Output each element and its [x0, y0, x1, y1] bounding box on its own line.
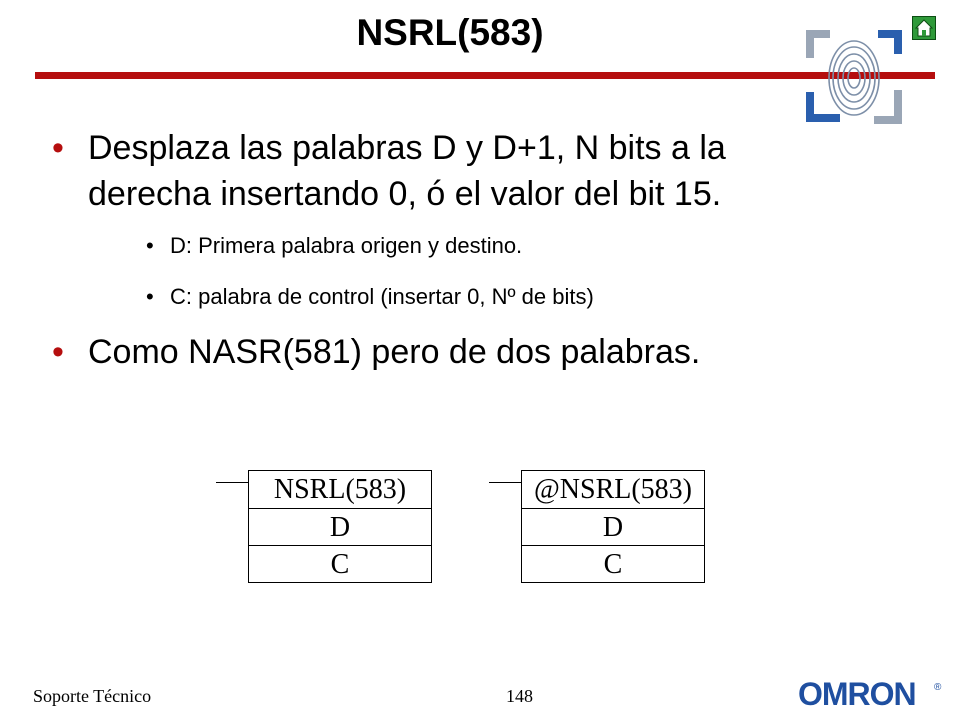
bullet-1-line-1: Desplaza las palabras D y D+1, N bits a la: [88, 129, 726, 167]
footer-department: Soporte Técnico: [33, 686, 152, 706]
operand-d: D: [521, 508, 705, 546]
instruction-name: @NSRL(583): [521, 470, 705, 508]
operand-c: C: [248, 545, 432, 583]
sub-bullet-1-text: D: Primera palabra origen y destino.: [170, 233, 523, 258]
home-button[interactable]: [912, 16, 936, 40]
ladder-instruction-nsrl: [248, 470, 432, 590]
bullet-2-line-1: Como NASR(581) pero de dos palabras.: [88, 333, 701, 371]
ladder-input-wire: [489, 482, 521, 483]
home-icon: [913, 17, 935, 39]
ladder-input-wire: [216, 482, 248, 483]
registered-mark: ®: [934, 682, 942, 693]
omron-logo: [798, 676, 948, 717]
fingerprint-logo: [800, 28, 908, 128]
sub-bullet-dot: •: [146, 284, 154, 309]
operand-c: C: [521, 545, 705, 583]
omron-wordmark: OMRON: [798, 676, 916, 712]
slide-title: NSRL(583): [356, 12, 544, 53]
bullet-dot: •: [52, 129, 64, 167]
sub-bullet-2-text: C: palabra de control (insertar 0, Nº de bits): [170, 284, 594, 309]
bullet-1-line-2: derecha insertando 0, ó el valor del bit 15.: [88, 175, 722, 213]
instruction-name: NSRL(583): [248, 470, 432, 508]
sub-bullet-dot: •: [146, 233, 154, 258]
page-number: 148: [506, 686, 533, 706]
ladder-instruction-at-nsrl: [521, 470, 705, 590]
bullet-dot: •: [52, 333, 64, 371]
omron-logo-mark: [798, 676, 948, 712]
fingerprint-icon: [800, 28, 908, 128]
operand-d: D: [248, 508, 432, 546]
